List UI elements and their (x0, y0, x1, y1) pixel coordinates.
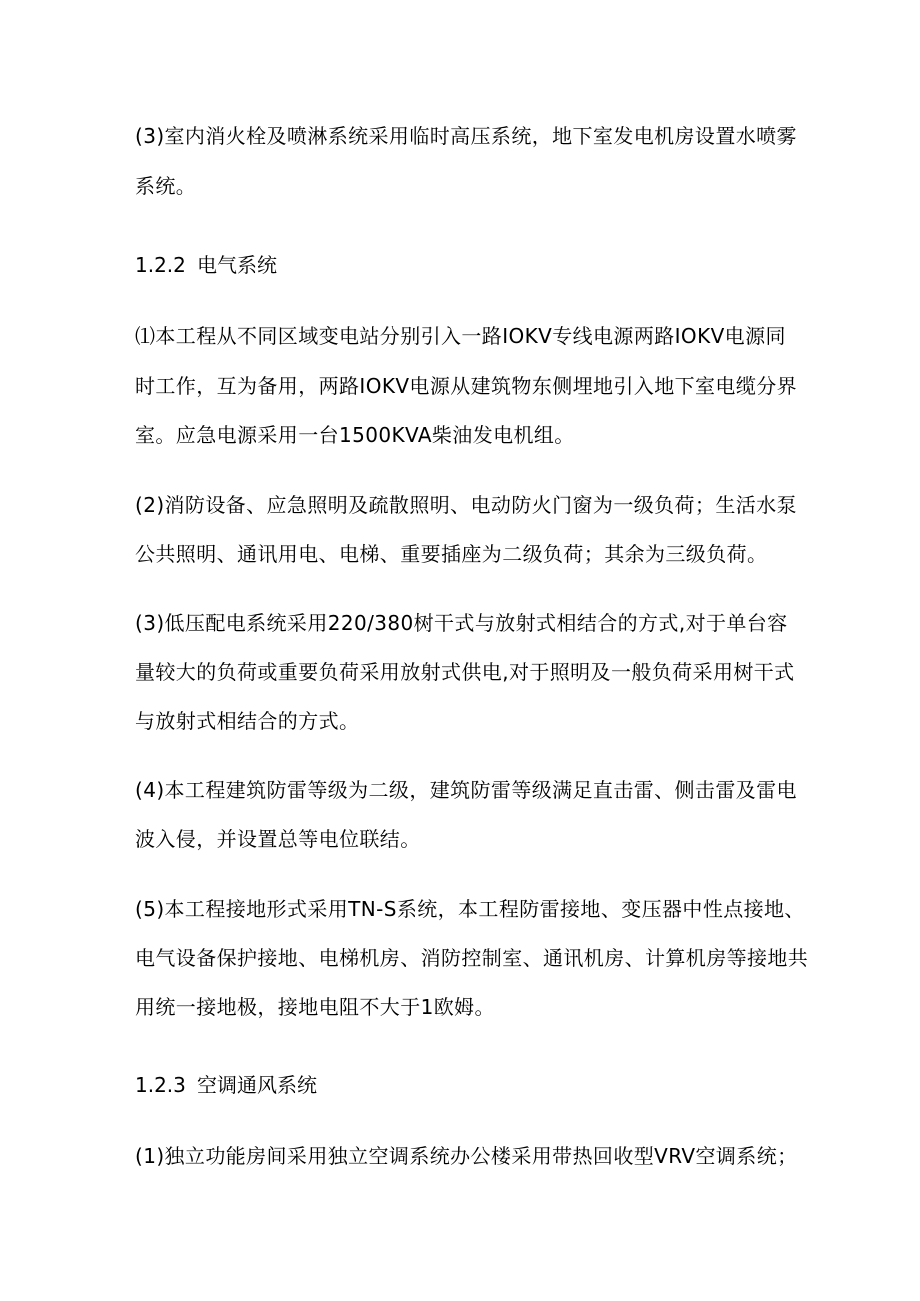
electrical-item-2-line1: (2)消防设备、应急照明及疏散照明、电动防火门窗为一级负荷；生活水泵 (135, 493, 797, 517)
electrical-item-5-line3: 用统一接地极，接地电阻不大于1欧姆。 (135, 995, 495, 1019)
electrical-item-1-line3: 室。应急电源采用一台1500KVA柴油发电机组。 (135, 423, 575, 447)
section-heading-hvac (135, 1071, 317, 1099)
electrical-item-1-line1: ⑴本工程从不同区域变电站分别引入一路IOKV专线电源两路IOKV电源同 (135, 324, 786, 348)
paragraph-3-fire-hydrant-line2: 系统。 (135, 174, 197, 198)
electrical-item-3-line2: 量较大的负荷或重要负荷采用放射式供电,对于照明及一般负荷采用树干式 (135, 660, 795, 684)
section-heading-electrical (135, 251, 277, 279)
electrical-item-4-line1: (4)本工程建筑防雷等级为二级，建筑防雷等级满足直击雷、侧击雷及雷电 (135, 778, 797, 802)
electrical-item-4-line2: 波入侵，并设置总等电位联结。 (135, 827, 421, 851)
paragraph-3-fire-hydrant-line1: (3)室内消火栓及喷淋系统采用临时高压系统，地下室发电机房设置水喷雾 (135, 124, 797, 148)
hvac-item-1-line1: (1)独立功能房间采用独立空调系统办公楼采用带热回收型VRV空调系统； (135, 1144, 798, 1168)
electrical-item-1-line2: 时工作，互为备用，两路IOKV电源从建筑物东侧埋地引入地下室电缆分界 (135, 374, 798, 398)
section-title: 空调通风系统 (197, 1073, 317, 1097)
section-title: 电气系统 (197, 253, 277, 277)
electrical-item-2-line2: 公共照明、通讯用电、电梯、重要插座为二级负荷；其余为三级负荷。 (135, 542, 768, 566)
electrical-item-5-line2: 电气设备保护接地、电梯机房、消防控制室、通讯机房、计算机房等接地共 (135, 946, 809, 970)
electrical-item-5-line1: (5)本工程接地形式采用TN-S系统，本工程防雷接地、变压器中性点接地、 (135, 897, 805, 921)
electrical-item-3-line3: 与放射式相结合的方式。 (135, 709, 360, 733)
section-number: 1.2.3 (135, 1073, 186, 1097)
section-number: 1.2.2 (135, 253, 186, 277)
electrical-item-3-line1: (3)低压配电系统采用220/380树干式与放射式相结合的方式,对于单台容 (135, 611, 788, 635)
